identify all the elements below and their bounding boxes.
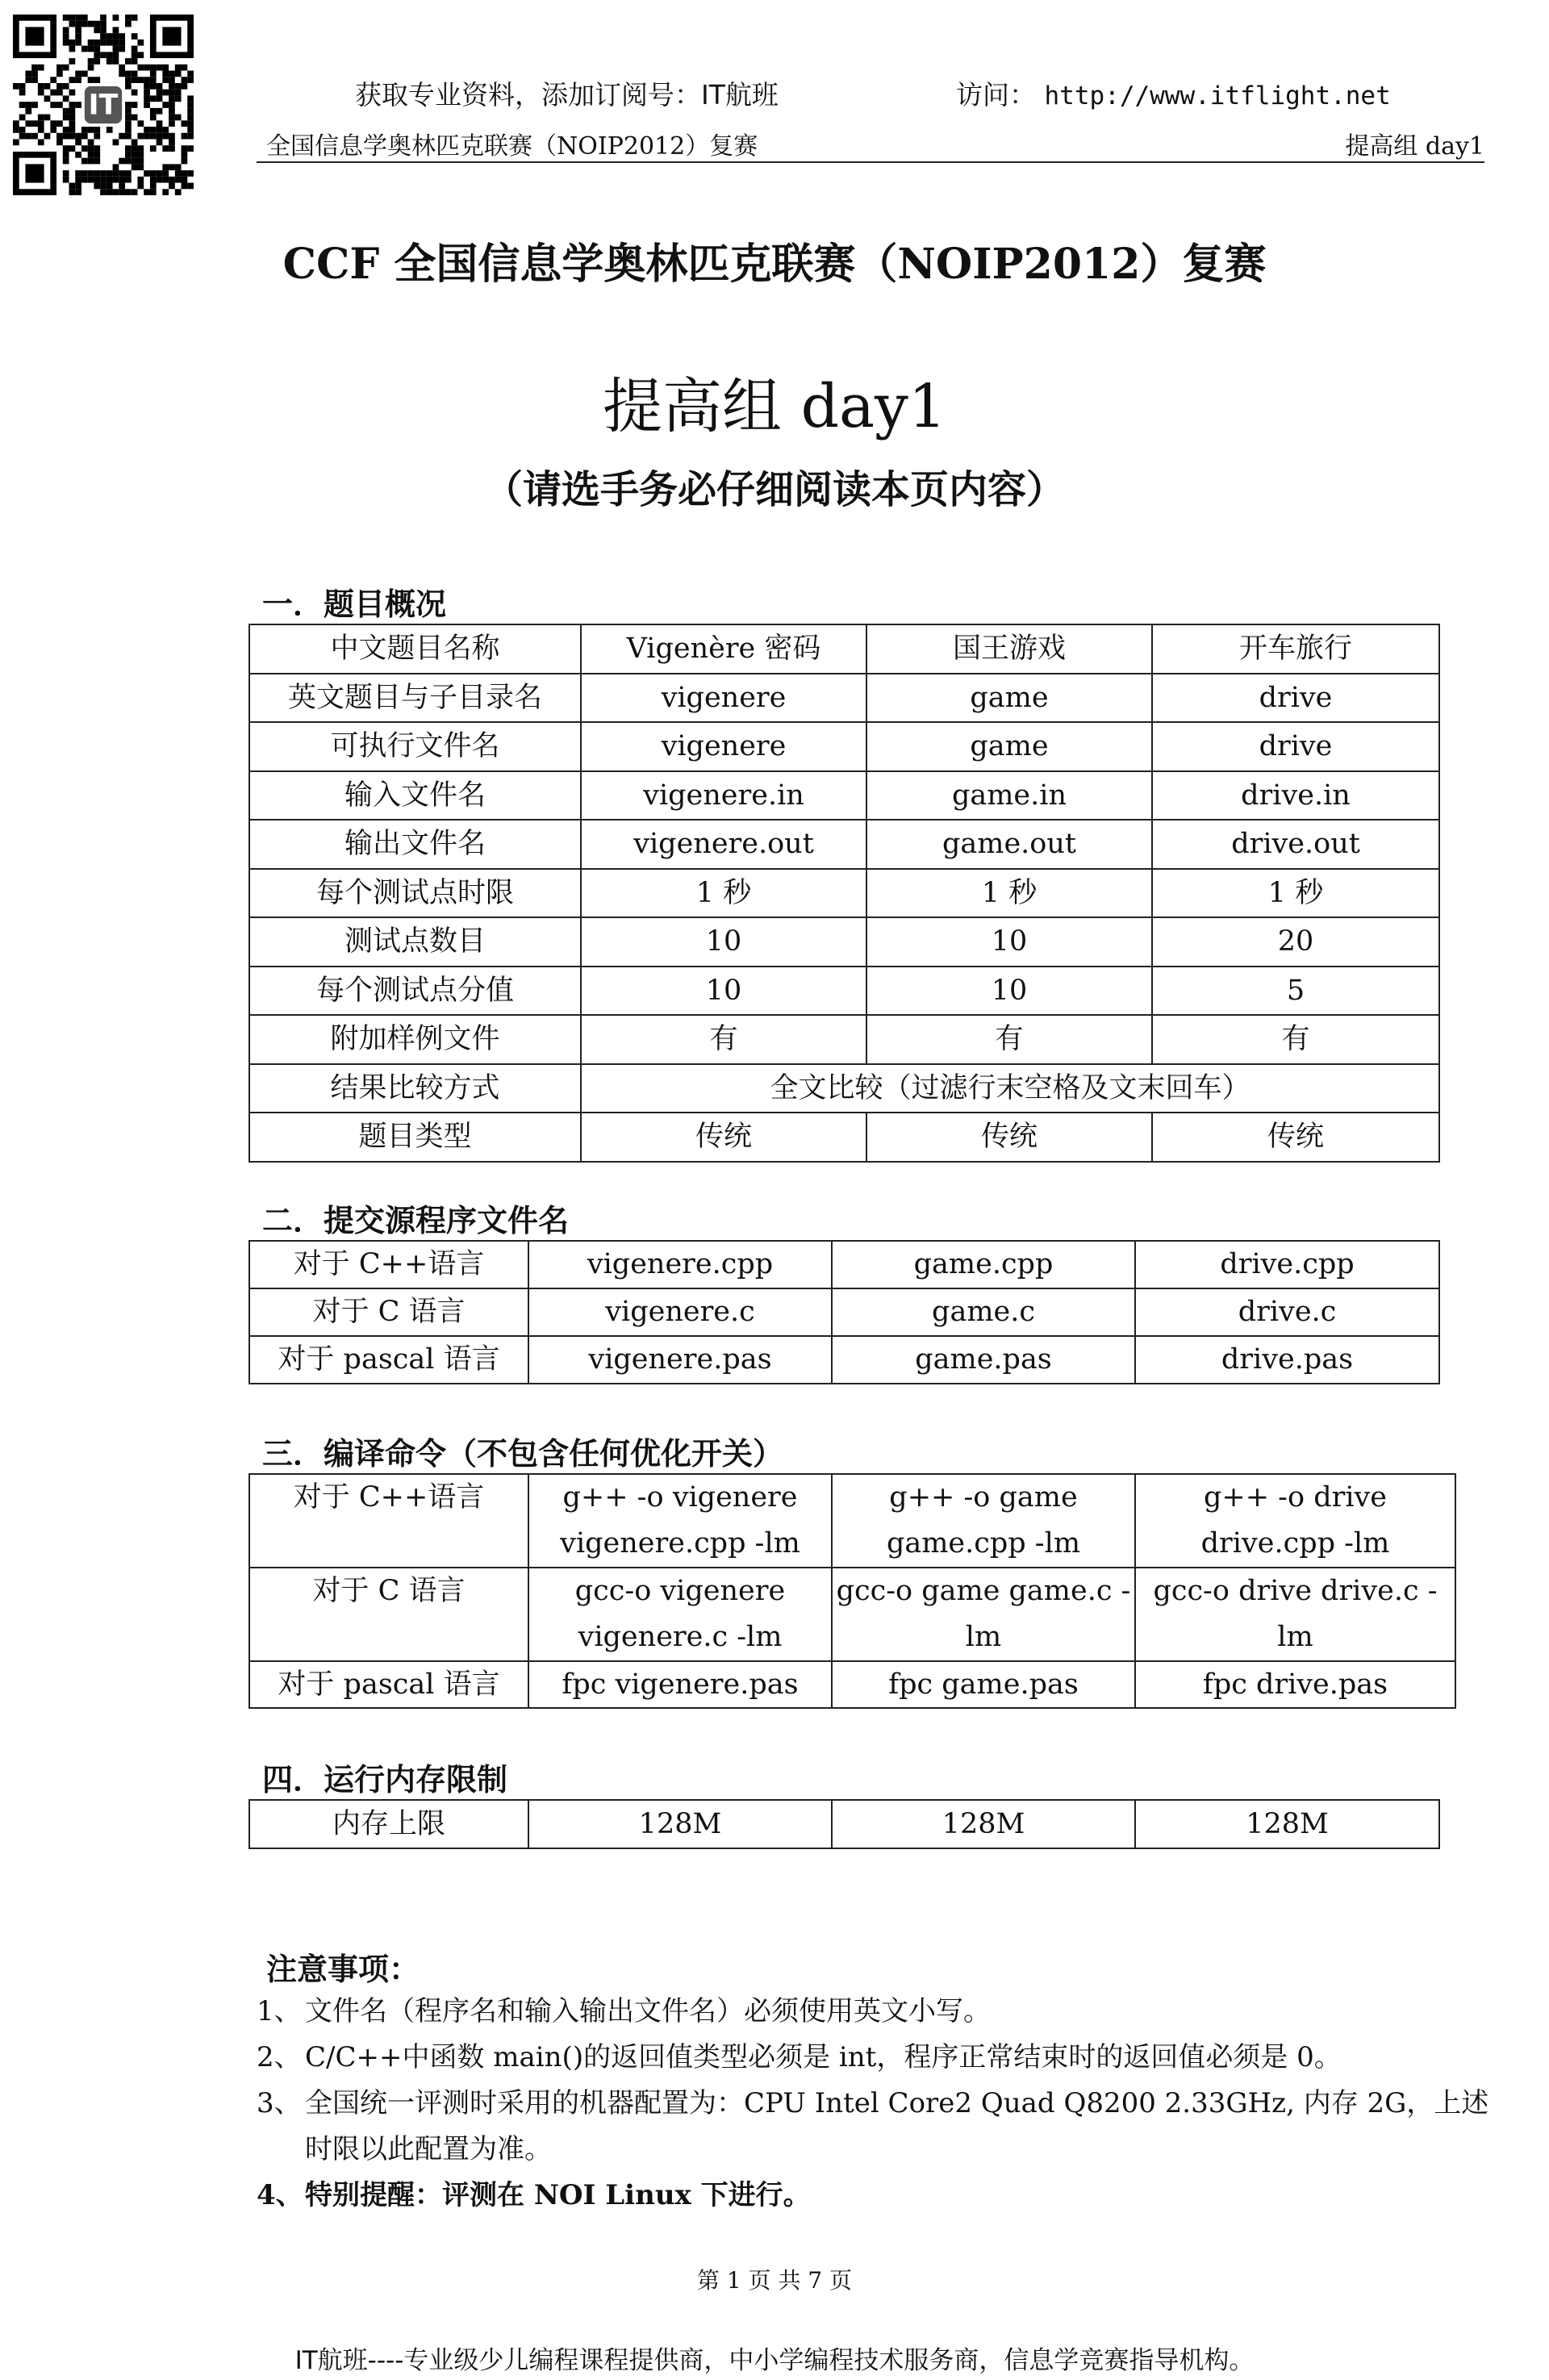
compile-command-table xyxy=(248,1473,1456,1709)
table-cell: 开车旅行 xyxy=(1152,624,1439,674)
list-item xyxy=(257,2081,1499,2173)
footer-text: IT航班----专业级少儿编程课程提供商，中小学编程技术服务商，信息学竞赛指导机构。 xyxy=(294,2346,1255,2375)
row-label: 对于 pascal 语言 xyxy=(249,1661,528,1708)
table-cell: drive xyxy=(1152,674,1439,723)
row-label: 对于 pascal 语言 xyxy=(249,1336,528,1384)
table-cell: drive xyxy=(1152,722,1439,771)
table-cell: 有 xyxy=(1152,1015,1439,1064)
table-cell: vigenere.cpp xyxy=(528,1241,832,1288)
list-item xyxy=(257,2035,1499,2081)
table-cell: Vigenère 密码 xyxy=(581,624,866,674)
table-cell: game.out xyxy=(866,820,1152,869)
table-cell: game.cpp xyxy=(832,1241,1135,1288)
row-label: 每个测试点分值 xyxy=(249,967,581,1016)
table-cell: 20 xyxy=(1152,917,1439,967)
table-cell: game xyxy=(866,674,1152,723)
table-cell: fpc drive.pas xyxy=(1135,1661,1455,1708)
table-cell: 10 xyxy=(581,967,866,1016)
section2-heading: 二．提交源程序文件名 xyxy=(262,1203,570,1238)
table-cell: fpc game.pas xyxy=(832,1661,1135,1708)
compare-method-cell: 全文比较（过滤行末空格及文末回车） xyxy=(581,1064,1439,1113)
table-cell: fpc vigenere.pas xyxy=(528,1661,832,1708)
table-cell: g++ -o vigenere vigenere.cpp -lm xyxy=(528,1474,832,1568)
promo-subscribe-text: 获取专业资料，添加订阅号：IT航班 xyxy=(355,79,779,111)
problem-overview-table xyxy=(248,624,1440,1163)
section4-heading: 四．运行内存限制 xyxy=(262,1762,508,1798)
table-cell: 10 xyxy=(866,917,1152,967)
table-cell: g++ -o game game.cpp -lm xyxy=(832,1474,1135,1568)
table-cell: 有 xyxy=(866,1015,1152,1064)
promo-visit xyxy=(956,74,1391,112)
memory-limit-table xyxy=(248,1799,1440,1849)
row-label: 对于 C++语言 xyxy=(249,1241,528,1288)
section1-heading: 一．题目概况 xyxy=(262,587,447,622)
list-item-text: 全国统一评测时采用的机器配置为：CPU Intel Core2 Quad Q8200 2.33GHz, 内存 2G，上述时限以此配置为准。 xyxy=(305,2087,1489,2165)
running-header-right: 提高组 day1 xyxy=(1345,132,1484,161)
table-row xyxy=(249,1661,1455,1708)
table-cell: gcc-o game game.c -lm xyxy=(832,1568,1135,1661)
reading-notice: （请选手务必仔细阅读本页内容） xyxy=(483,467,1065,512)
list-item-text: C/C++中函数 main()的返回值类型必须是 int，程序正常结束时的返回值必须是 0。 xyxy=(305,2041,1342,2073)
table-row xyxy=(249,967,1439,1016)
table-cell: 1 秒 xyxy=(866,869,1152,918)
table-row xyxy=(249,820,1439,869)
table-row xyxy=(249,1800,1439,1848)
qr-code xyxy=(13,15,194,195)
qr-logo-text: IT xyxy=(88,89,119,122)
list-item-number: 4、 xyxy=(257,2179,303,2211)
table-row xyxy=(249,917,1439,967)
table-cell: 10 xyxy=(581,917,866,967)
table-cell: drive.c xyxy=(1135,1288,1439,1336)
table-cell: game.in xyxy=(866,771,1152,820)
row-label: 对于 C 语言 xyxy=(249,1568,528,1661)
table-cell: 国王游戏 xyxy=(866,624,1152,674)
document-subtitle: 提高组 day1 xyxy=(603,372,946,441)
list-item-text: 文件名（程序名和输入输出文件名）必须使用英文小写。 xyxy=(305,1995,991,2027)
table-cell: drive.in xyxy=(1152,771,1439,820)
list-item-number: 2、 xyxy=(257,2041,302,2073)
table-row xyxy=(249,1064,1439,1113)
table-cell: gcc-o vigenere vigenere.c -lm xyxy=(528,1568,832,1661)
list-item-number: 3、 xyxy=(257,2087,302,2119)
table-row xyxy=(249,1474,1455,1568)
table-cell: gcc-o drive drive.c -lm xyxy=(1135,1568,1455,1661)
row-label: 可执行文件名 xyxy=(249,722,581,771)
table-cell: 10 xyxy=(866,967,1152,1016)
table-row xyxy=(249,674,1439,723)
table-row xyxy=(249,1288,1439,1336)
table-cell: 128M xyxy=(528,1800,832,1848)
row-label: 测试点数目 xyxy=(249,917,581,967)
page-number: 第 1 页 共 7 页 xyxy=(696,2267,853,2294)
row-label: 结果比较方式 xyxy=(249,1064,581,1113)
row-label: 对于 C 语言 xyxy=(249,1288,528,1336)
list-item-text: 特别提醒：评测在 NOI Linux 下进行。 xyxy=(305,2179,811,2211)
table-cell: 128M xyxy=(832,1800,1135,1848)
notes-heading: 注意事项： xyxy=(266,1952,420,1987)
running-header-left: 全国信息学奥林匹克联赛（NOIP2012）复赛 xyxy=(266,132,758,161)
table-cell: game.c xyxy=(832,1288,1135,1336)
table-cell: 1 秒 xyxy=(1152,869,1439,918)
row-label: 对于 C++语言 xyxy=(249,1474,528,1568)
list-item-number: 1、 xyxy=(257,1995,302,2027)
table-row xyxy=(249,869,1439,918)
table-row xyxy=(249,722,1439,771)
table-row xyxy=(249,1568,1455,1661)
table-cell: game xyxy=(866,722,1152,771)
table-cell: drive.pas xyxy=(1135,1336,1439,1384)
table-cell: drive.out xyxy=(1152,820,1439,869)
table-cell: 1 秒 xyxy=(581,869,866,918)
table-cell: 有 xyxy=(581,1015,866,1064)
source-filename-table xyxy=(248,1240,1440,1384)
promo-url-link[interactable]: http://www.itflight.net xyxy=(1044,81,1391,111)
table-cell: vigenere.out xyxy=(581,820,866,869)
row-label: 附加样例文件 xyxy=(249,1015,581,1064)
table-cell: 传统 xyxy=(581,1113,866,1162)
row-label: 输出文件名 xyxy=(249,820,581,869)
table-cell: 传统 xyxy=(1152,1113,1439,1162)
table-row xyxy=(249,771,1439,820)
qr-code-graphic xyxy=(13,15,194,195)
table-cell: game.pas xyxy=(832,1336,1135,1384)
table-cell: 传统 xyxy=(866,1113,1152,1162)
table-cell: drive.cpp xyxy=(1135,1241,1439,1288)
table-cell: 5 xyxy=(1152,967,1439,1016)
promo-visit-label: 访问： xyxy=(956,79,1036,111)
table-cell: vigenere.pas xyxy=(528,1336,832,1384)
table-row xyxy=(249,624,1439,674)
table-cell: vigenere xyxy=(581,674,866,723)
list-item-highlight xyxy=(257,2173,1499,2219)
table-row xyxy=(249,1015,1439,1064)
table-cell: vigenere.in xyxy=(581,771,866,820)
row-label: 内存上限 xyxy=(249,1800,528,1848)
row-label: 题目类型 xyxy=(249,1113,581,1162)
table-cell: g++ -o drive drive.cpp -lm xyxy=(1135,1474,1455,1568)
table-row xyxy=(249,1241,1439,1288)
row-label: 每个测试点时限 xyxy=(249,869,581,918)
table-row xyxy=(249,1336,1439,1384)
row-label: 中文题目名称 xyxy=(249,624,581,674)
header-rule xyxy=(257,161,1484,163)
table-cell: vigenere.c xyxy=(528,1288,832,1336)
section3-heading: 三．编译命令（不包含任何优化开关） xyxy=(262,1436,784,1472)
list-item xyxy=(257,1989,1499,2035)
table-row xyxy=(249,1113,1439,1162)
document-title: CCF 全国信息学奥林匹克联赛（NOIP2012）复赛 xyxy=(282,240,1267,289)
notes-list xyxy=(257,1989,1499,2219)
table-cell: vigenere xyxy=(581,722,866,771)
row-label: 英文题目与子目录名 xyxy=(249,674,581,723)
row-label: 输入文件名 xyxy=(249,771,581,820)
table-cell: 128M xyxy=(1135,1800,1439,1848)
